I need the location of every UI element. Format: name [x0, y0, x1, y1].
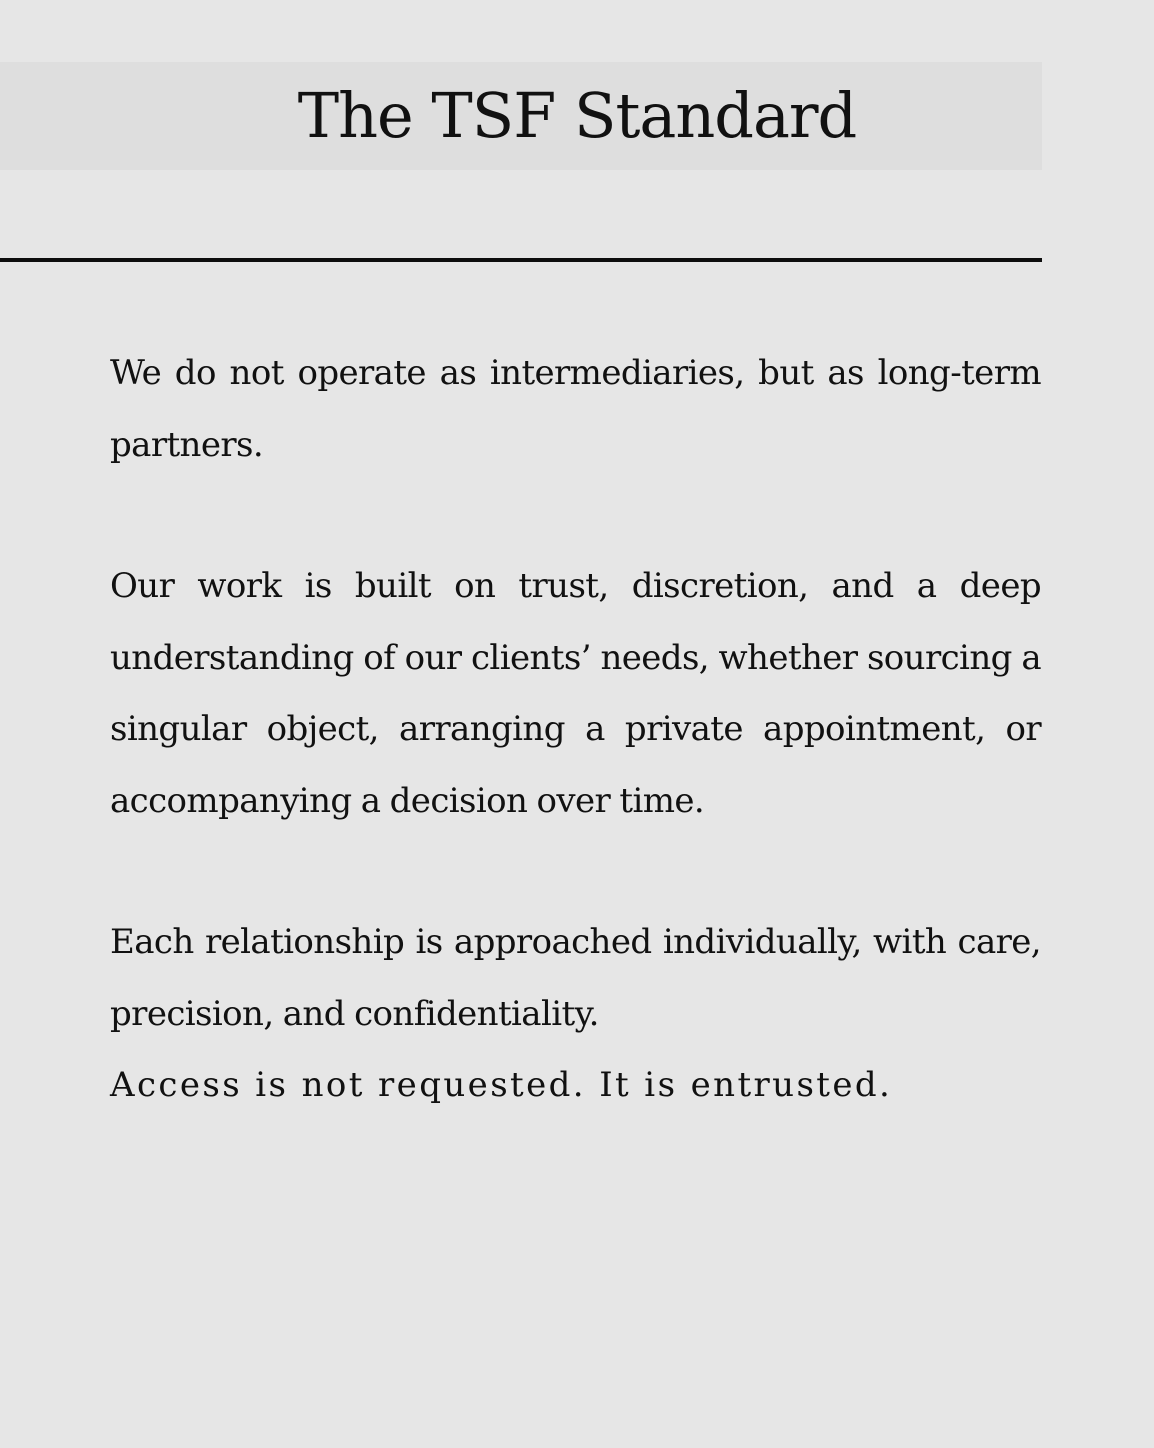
- page-title: The TSF Standard: [297, 79, 857, 152]
- approach-paragraph: Our work is built on trust, discretion, and a deep understanding of our clients’ needs, whether sourcing a singular object, arranging a private appointment, or accompanying a decision over time.: [110, 566, 1041, 821]
- closing-statement: Access is not requested. It is entrusted.: [110, 1065, 893, 1105]
- section-divider: [0, 258, 1042, 262]
- paragraph-spacer: [110, 837, 1041, 907]
- paragraph-spacer: [110, 481, 1041, 551]
- content-section: [110, 338, 1041, 1122]
- intro-paragraph: We do not operate as intermediaries, but as long-term partners.: [110, 353, 1041, 465]
- relationship-paragraph: Each relationship is approached individually, with care, precision, and confidentiality.: [110, 922, 1041, 1034]
